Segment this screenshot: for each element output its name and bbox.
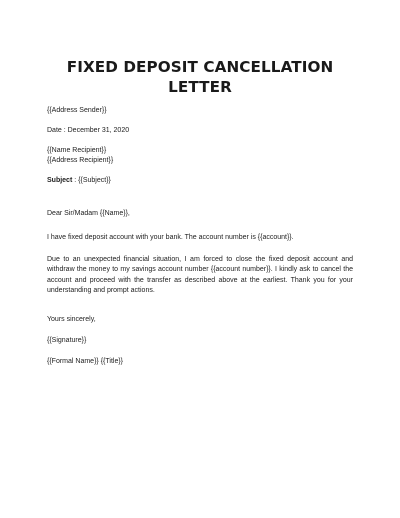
- formal-name-title: {{Formal Name}} {{Title}}: [47, 357, 124, 365]
- date-line: Date : December 31, 2020: [47, 127, 130, 134]
- subject-label: Subject: [47, 177, 73, 184]
- subject-value: : {{Subject}}: [74, 177, 111, 184]
- salutation: Dear Sir/Madam {{Name}},: [47, 210, 130, 217]
- body-paragraph-2: Due to an unexpected financial situation, I am forced to close the fixed deposit account and withdraw the money to my savings account number {{account number}}. I kindly ask to cancel the account and proceed with the transfer as described above at the earliest. Thank you for your understanding and prompt actions.: [47, 255, 353, 294]
- sender-address: {{Address Sender}}: [47, 107, 107, 114]
- signature: {{Signature}}: [47, 336, 87, 344]
- letter-title: FIXED DEPOSIT CANCELLATION LETTER: [66, 58, 334, 96]
- recipient-name: {{Name Recipient}}: [47, 147, 107, 154]
- body-paragraph-1: I have fixed deposit account with your bank. The account number is {{account}}.: [47, 234, 294, 241]
- recipient-block: [47, 146, 353, 166]
- subject-line: [47, 176, 353, 186]
- closing: Yours sincerely,: [47, 315, 96, 323]
- recipient-address: {{Address Recipient}}: [47, 157, 114, 164]
